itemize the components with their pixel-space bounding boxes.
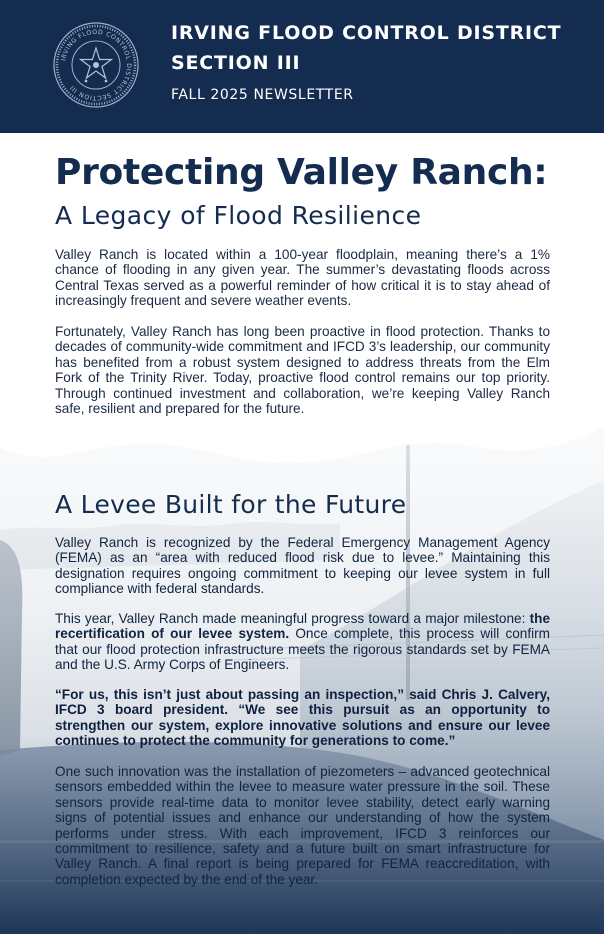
levee-section-title: A Levee Built for the Future (55, 490, 407, 519)
levee-paragraph-2-lead: This year, Valley Ranch made meaningful progress toward a major milestone: (55, 611, 530, 626)
district-name: IRVING FLOOD CONTROL DISTRICT (171, 22, 562, 44)
levee-paragraph-2-tail: Once complete, this process will confirm that our flood protection infrastructure meets the rigorous standards set by FEMA and the U.S. Army Corps of Engineers. (55, 626, 551, 673)
levee-paragraph-4: One such innovation was the installation of piezometers – advanced geotechnical sensors embedded within the levee to measure water pressure in the soil. These sensors provide real-time data to monitor levee stability, detect early warning signs of potential issues and enhance our understanding of how the system performs under stress. With each improvement, IFCD 3 reinforces our commitment to resilience, safety and a future built on smart infrastructure for Valley Ranch. A final report is being prepared for FEMA reaccreditation, with completion expected by the end of the year. (55, 764, 550, 887)
article-headline: Protecting Valley Ranch: (55, 152, 548, 193)
newsletter-header (0, 0, 604, 133)
board-president-quote: “For us, this isn’t just about passing an inspection,” said Chris J. Calvery, IFCD 3 board president. “We see this pursuit as an opportunity to strengthen our system, explore innovative solutions and ensure our levee continues to protect the community for generations to come.” (55, 687, 550, 749)
article-subheadline: A Legacy of Flood Resilience (55, 201, 422, 230)
newsletter-issue: FALL 2025 NEWSLETTER (171, 87, 354, 103)
district-section: SECTION III (171, 52, 301, 74)
svg-text:IRVING FLOOD CONTROL DISTRICT: IRVING FLOOD CONTROL DISTRICT SECTION III (60, 28, 133, 102)
levee-paragraph-1: Valley Ranch is recognized by the Federal Emergency Management Agency (FEMA) as an “area with reduced flood risk due to levee.” Maintaining this designation requires ongoing commitment to keeping our levee system in full compliance with federal standards. (55, 535, 550, 597)
article-paragraph-2: Fortunately, Valley Ranch has long been proactive in flood protection. Thanks to decades of community-wide commitment and IFCD 3’s leadership, our community has benefited from a robust system designed to address threats from the Elm Fork of the Trinity River. Today, proactive flood control remains our top priority. Through continued investment and collaboration, we’re keeping Valley Ranch safe, resilient and prepared for the future. (55, 324, 550, 417)
levee-paragraph-2 (55, 611, 550, 673)
district-seal-logo (52, 21, 140, 109)
levee-paragraph-2-bold: the recertification of our levee system. (55, 611, 550, 642)
article-paragraph-1: Valley Ranch is located within a 100-year floodplain, meaning there’s a 1% chance of flooding in any given year. The summer’s devastating floods across Central Texas served as a powerful reminder of how critical it is to stay ahead of increasingly frequent and severe weather events. (55, 247, 550, 309)
